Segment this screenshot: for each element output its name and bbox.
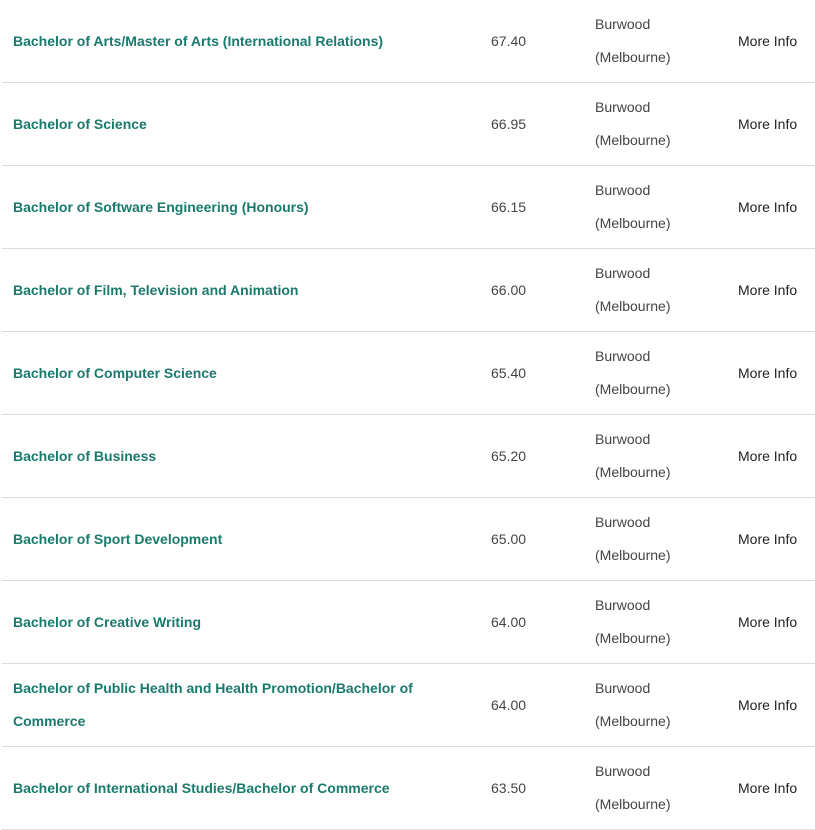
campus-cell (595, 83, 715, 165)
campus-name: Burwood (595, 514, 651, 530)
campus-name: Burwood (595, 680, 651, 696)
course-name-link[interactable]: Bachelor of International Studies/Bachelor of Commerce (13, 779, 390, 796)
campus-city: (Melbourne) (595, 547, 671, 563)
entry-score: 67.40 (491, 33, 527, 49)
campus-city: (Melbourne) (595, 132, 671, 148)
entry-score: 65.20 (491, 448, 527, 464)
campus-name: Burwood (595, 763, 651, 779)
entry-score: 66.00 (491, 282, 527, 298)
campus-name: Burwood (595, 265, 651, 281)
table-row (2, 166, 815, 249)
course-name-link[interactable]: Bachelor of Creative Writing (13, 613, 202, 630)
more-info-link[interactable]: More Info (738, 780, 798, 796)
table-row (2, 0, 815, 83)
campus-cell (595, 664, 715, 746)
course-name-link[interactable]: Bachelor of Science (13, 115, 147, 132)
more-info-link[interactable]: More Info (738, 33, 798, 49)
campus-city: (Melbourne) (595, 298, 671, 314)
campus-city: (Melbourne) (595, 464, 671, 480)
more-info-link[interactable]: More Info (738, 448, 798, 464)
course-name-link[interactable]: Bachelor of Sport Development (13, 530, 223, 547)
campus-name: Burwood (595, 16, 651, 32)
more-info-link[interactable]: More Info (738, 282, 798, 298)
campus-name: Burwood (595, 99, 651, 115)
table-row (2, 747, 815, 830)
table-row (2, 581, 815, 664)
campus-name: Burwood (595, 182, 651, 198)
table-row (2, 249, 815, 332)
campus-name: Burwood (595, 431, 651, 447)
table-row (2, 83, 815, 166)
more-info-link[interactable]: More Info (738, 531, 798, 547)
campus-city: (Melbourne) (595, 381, 671, 397)
campus-cell (595, 747, 715, 829)
entry-score: 66.95 (491, 116, 527, 132)
campus-name: Burwood (595, 348, 651, 364)
campus-cell (595, 249, 715, 331)
campus-cell (595, 498, 715, 580)
entry-score: 64.00 (491, 697, 527, 713)
table-row (2, 498, 815, 581)
course-name-link[interactable]: Bachelor of Business (13, 447, 157, 464)
table-row (2, 332, 815, 415)
course-name-link[interactable]: Bachelor of Software Engineering (Honours) (13, 198, 309, 215)
more-info-link[interactable]: More Info (738, 697, 798, 713)
table-row (2, 664, 815, 747)
campus-name: Burwood (595, 597, 651, 613)
campus-cell (595, 166, 715, 248)
more-info-link[interactable]: More Info (738, 199, 798, 215)
campus-city: (Melbourne) (595, 713, 671, 729)
campus-city: (Melbourne) (595, 215, 671, 231)
more-info-link[interactable]: More Info (738, 116, 798, 132)
entry-score: 65.00 (491, 531, 527, 547)
campus-city: (Melbourne) (595, 49, 671, 65)
campus-cell (595, 332, 715, 414)
more-info-link[interactable]: More Info (738, 614, 798, 630)
more-info-link[interactable]: More Info (738, 365, 798, 381)
campus-city: (Melbourne) (595, 796, 671, 812)
entry-score: 66.15 (491, 199, 527, 215)
campus-cell (595, 581, 715, 663)
campus-cell (595, 415, 715, 497)
campus-city: (Melbourne) (595, 630, 671, 646)
entry-score: 65.40 (491, 365, 527, 381)
course-name-link[interactable]: Bachelor of Computer Science (13, 364, 217, 381)
course-name-link[interactable]: Bachelor of Film, Television and Animation (13, 281, 299, 298)
entry-score: 63.50 (491, 780, 527, 796)
entry-score: 64.00 (491, 614, 527, 630)
course-name-link[interactable]: Bachelor of Arts/Master of Arts (International Relations) (13, 32, 384, 49)
table-row (2, 415, 815, 498)
campus-cell (595, 0, 715, 82)
course-table (2, 0, 815, 830)
course-name-link[interactable]: Bachelor of Public Health and Health Promotion/Bachelor of Commerce (13, 680, 413, 729)
